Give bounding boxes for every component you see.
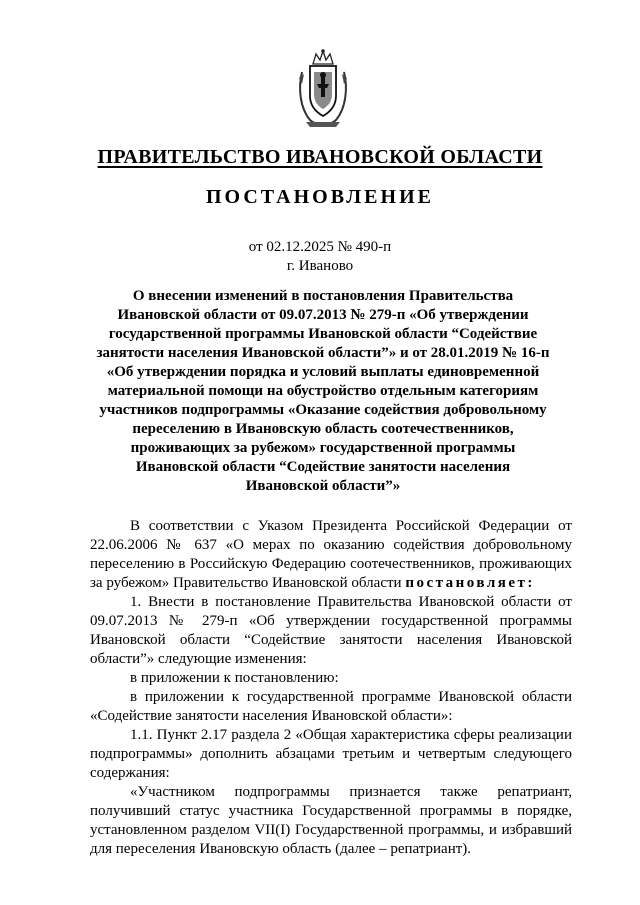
coat-of-arms-icon bbox=[296, 48, 350, 128]
city: г. Иваново bbox=[286, 258, 354, 274]
resolves-word: постановляет: bbox=[405, 575, 535, 591]
paragraph-4: 1.1. Пункт 2.17 раздела 2 «Общая характеристика сферы реализации подпрограммы» дополнить абзацами третьим и четвертым следующего содержания: bbox=[90, 727, 572, 781]
government-name: ПРАВИТЕЛЬСТВО ИВАНОВСКОЙ ОБЛАСТИ bbox=[97, 146, 543, 168]
document-body bbox=[90, 517, 572, 859]
intro-text: В соответствии с Указом Президента Российской Федерации от 22.06.2006 № 637 «О мерах по оказанию содействия добровольному переселению в Российскую Федерацию соотечественников, проживающих за рубежом» Правительство Ивановской области bbox=[90, 518, 572, 591]
intro-paragraph bbox=[90, 517, 572, 593]
document-title: О внесении изменений в постановления Правительства Ивановской области от 09.07.2013 № 279-п «Об утверждении государственной программы Ивановской области “Содействие занятости населения Ивановской области”» и от 28.01.2019 № 16-п «Об утверждении порядка и условий выплаты единовременной материальной помощи на обустройство отдельным категориям участников подпрограммы «Оказание содействия добровольному переселению в Ивановскую область соотечественников, проживающих за рубежом» государственной программы Ивановской области “Содействие занятости населения Ивановской области”» bbox=[96, 288, 550, 494]
document-meta bbox=[0, 238, 640, 276]
document-type: ПОСТАНОВЛЕНИЕ bbox=[206, 186, 434, 208]
paragraph-1: 1. Внести в постановление Правительства Ивановской области от 09.07.2013 № 279-п «Об утверждении государственной программы Ивановской области “Содействие занятости населения Ивановской области”» следующие изменения: bbox=[90, 594, 572, 667]
paragraph-3: в приложении к государственной программе Ивановской области «Содействие занятости населения Ивановской области»: bbox=[90, 689, 572, 724]
date-number: от 02.12.2025 № 490-п bbox=[248, 239, 392, 255]
paragraph-5: «Участником подпрограммы признается также репатриант, получивший статус участника Государственной программы в порядке, установленном разделом VII(I) Государственной программы, и избравший для переселения Ивановскую область (далее – репатриант). bbox=[90, 784, 572, 857]
paragraph-2: в приложении к постановлению: bbox=[130, 670, 339, 686]
